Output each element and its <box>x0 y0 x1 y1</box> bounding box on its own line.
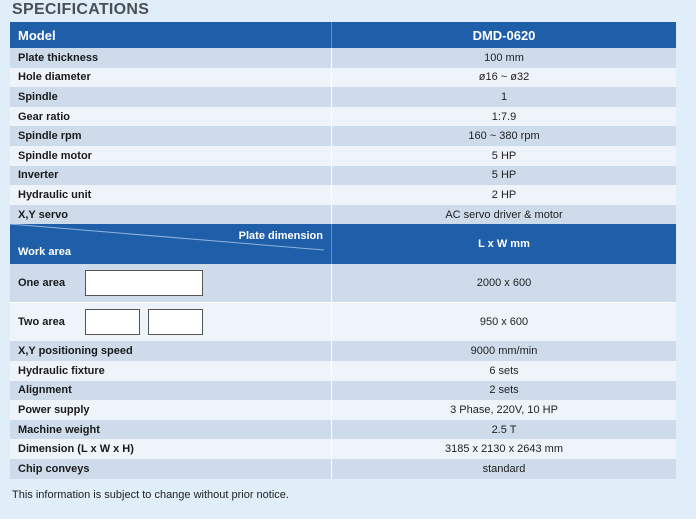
row-label: Spindle motor <box>10 146 332 166</box>
row-value: 5 HP <box>332 166 677 186</box>
row-label: Plate thickness <box>10 48 332 68</box>
row-value: 2 sets <box>332 381 677 401</box>
disclaimer-note: This information is subject to change without prior notice. <box>12 489 289 501</box>
table-header-row <box>10 22 676 48</box>
plate-dimension-label: Plate dimension <box>238 230 323 243</box>
table-row <box>10 205 676 225</box>
table-row <box>10 459 676 479</box>
row-value: 100 mm <box>332 48 677 68</box>
spec-table <box>10 22 676 479</box>
row-value: 160 ~ 380 rpm <box>332 126 677 146</box>
table-row <box>10 166 676 186</box>
table-row <box>10 420 676 440</box>
row-label: One area <box>18 277 66 290</box>
table-row <box>10 146 676 166</box>
table-row <box>10 126 676 146</box>
table-row <box>10 361 676 381</box>
row-label: Machine weight <box>10 420 332 440</box>
table-row <box>10 264 676 303</box>
table-row <box>10 439 676 459</box>
row-label: Two area <box>18 316 65 329</box>
row-label: Power supply <box>10 400 332 420</box>
row-label: Hole diameter <box>10 68 332 88</box>
table-row <box>10 48 676 68</box>
work-area-cell <box>10 224 332 264</box>
work-area-unit: L x W mm <box>332 224 677 264</box>
area-label-cell <box>10 264 332 303</box>
row-value: 1:7.9 <box>332 107 677 127</box>
two-area-plate-diagram-left <box>85 309 140 335</box>
row-value: 2000 x 600 <box>332 264 677 303</box>
row-value: 3185 x 2130 x 2643 mm <box>332 439 677 459</box>
one-area-plate-diagram <box>85 270 203 296</box>
row-value: AC servo driver & motor <box>332 205 677 225</box>
work-area-label: Work area <box>18 246 71 259</box>
row-label: Alignment <box>10 381 332 401</box>
table-row <box>10 303 676 342</box>
table-row <box>10 107 676 127</box>
table-row <box>10 381 676 401</box>
row-value: 5 HP <box>332 146 677 166</box>
table-row <box>10 400 676 420</box>
row-value: 3 Phase, 220V, 10 HP <box>332 400 677 420</box>
row-value: 9000 mm/min <box>332 341 677 361</box>
row-label: Hydraulic fixture <box>10 361 332 381</box>
area-label-cell <box>10 303 332 342</box>
table-row <box>10 87 676 107</box>
page-title: SPECIFICATIONS <box>12 1 150 18</box>
row-value: standard <box>332 459 677 479</box>
row-label: Inverter <box>10 166 332 186</box>
row-label: Gear ratio <box>10 107 332 127</box>
table-row <box>10 341 676 361</box>
row-label: Dimension (L x W x H) <box>10 439 332 459</box>
header-label: Model <box>10 22 332 48</box>
row-label: X,Y servo <box>10 205 332 225</box>
work-area-header-row <box>10 224 676 264</box>
two-area-plate-diagram-right <box>148 309 203 335</box>
row-value: 2 HP <box>332 185 677 205</box>
row-value: 2.5 T <box>332 420 677 440</box>
row-value: 6 sets <box>332 361 677 381</box>
row-label: Chip conveys <box>10 459 332 479</box>
row-label: X,Y positioning speed <box>10 341 332 361</box>
table-row <box>10 68 676 88</box>
row-label: Spindle rpm <box>10 126 332 146</box>
row-value: 1 <box>332 87 677 107</box>
row-label: Spindle <box>10 87 332 107</box>
row-label: Hydraulic unit <box>10 185 332 205</box>
row-value: ø16 ~ ø32 <box>332 68 677 88</box>
header-model: DMD-0620 <box>332 22 677 48</box>
table-row <box>10 185 676 205</box>
row-value: 950 x 600 <box>332 303 677 342</box>
